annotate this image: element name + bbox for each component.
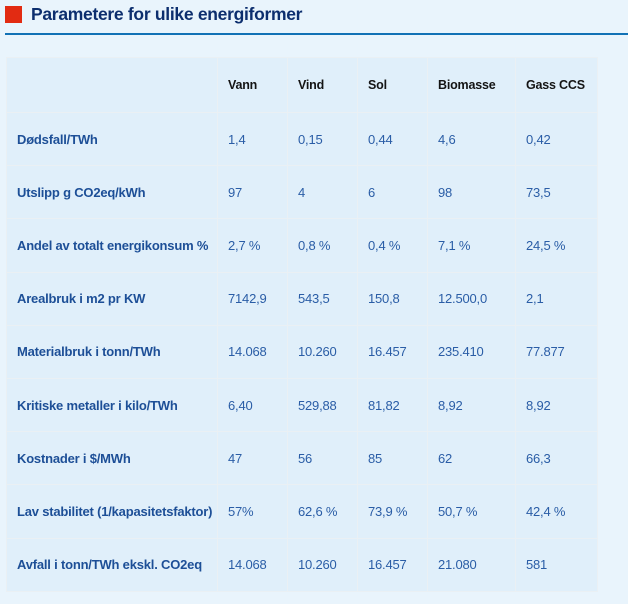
row-label: Andel av totalt energikonsum % (7, 219, 218, 272)
column-header-blank (7, 58, 218, 113)
table-cell: 6,40 (218, 378, 288, 431)
column-header-biomasse: Biomasse (428, 58, 516, 113)
table-cell: 10.260 (288, 538, 358, 591)
table-row (7, 166, 598, 219)
column-header-gass-ccs: Gass CCS (516, 58, 598, 113)
table-cell: 56 (288, 432, 358, 485)
table-cell: 66,3 (516, 432, 598, 485)
row-label: Materialbruk i tonn/TWh (7, 325, 218, 378)
row-label: Kostnader i $/MWh (7, 432, 218, 485)
table-cell: 47 (218, 432, 288, 485)
table-cell: 57% (218, 485, 288, 538)
title-bar (5, 4, 302, 25)
table-cell: 4 (288, 166, 358, 219)
table-cell: 14.068 (218, 325, 288, 378)
table-cell: 543,5 (288, 272, 358, 325)
table-cell: 6 (358, 166, 428, 219)
column-header-vind: Vind (288, 58, 358, 113)
table-cell: 529,88 (288, 378, 358, 431)
table-cell: 7,1 % (428, 219, 516, 272)
table-cell: 73,5 (516, 166, 598, 219)
table-cell: 81,82 (358, 378, 428, 431)
column-header-vann: Vann (218, 58, 288, 113)
table-cell: 0,8 % (288, 219, 358, 272)
table-cell: 10.260 (288, 325, 358, 378)
table-cell: 77.877 (516, 325, 598, 378)
table-cell: 2,1 (516, 272, 598, 325)
table-cell: 50,7 % (428, 485, 516, 538)
table-cell: 8,92 (428, 378, 516, 431)
row-label: Kritiske metaller i kilo/TWh (7, 378, 218, 431)
table-cell: 16.457 (358, 538, 428, 591)
table-row (7, 272, 598, 325)
table-cell: 581 (516, 538, 598, 591)
table-row (7, 325, 598, 378)
table-cell: 73,9 % (358, 485, 428, 538)
row-label: Dødsfall/TWh (7, 113, 218, 166)
table-cell: 14.068 (218, 538, 288, 591)
table-cell: 24,5 % (516, 219, 598, 272)
energy-parameters-table (6, 57, 598, 592)
table-cell: 62,6 % (288, 485, 358, 538)
table-cell: 235.410 (428, 325, 516, 378)
red-square-bullet-icon (5, 6, 22, 23)
table-row (7, 538, 598, 591)
table-row (7, 378, 598, 431)
title-underline (5, 33, 628, 35)
table-cell: 0,44 (358, 113, 428, 166)
row-label: Arealbruk i m2 pr KW (7, 272, 218, 325)
row-label: Utslipp g CO2eq/kWh (7, 166, 218, 219)
table-row (7, 432, 598, 485)
row-label: Avfall i tonn/TWh ekskl. CO2eq (7, 538, 218, 591)
table-cell: 97 (218, 166, 288, 219)
table-cell: 21.080 (428, 538, 516, 591)
table-row (7, 113, 598, 166)
table-cell: 0,42 (516, 113, 598, 166)
table-cell: 42,4 % (516, 485, 598, 538)
table-cell: 8,92 (516, 378, 598, 431)
table-cell: 7142,9 (218, 272, 288, 325)
table-cell: 150,8 (358, 272, 428, 325)
row-label: Lav stabilitet (1/kapasitetsfaktor) (7, 485, 218, 538)
table-row (7, 219, 598, 272)
table-row (7, 485, 598, 538)
table-cell: 98 (428, 166, 516, 219)
table-header-row (7, 58, 598, 113)
table-cell: 12.500,0 (428, 272, 516, 325)
column-header-sol: Sol (358, 58, 428, 113)
table-cell: 4,6 (428, 113, 516, 166)
page-title: Parametere for ulike energiformer (31, 4, 303, 24)
table-cell: 85 (358, 432, 428, 485)
table-cell: 1,4 (218, 113, 288, 166)
table-cell: 0,4 % (358, 219, 428, 272)
table-cell: 62 (428, 432, 516, 485)
table-cell: 2,7 % (218, 219, 288, 272)
table-cell: 16.457 (358, 325, 428, 378)
table-cell: 0,15 (288, 113, 358, 166)
